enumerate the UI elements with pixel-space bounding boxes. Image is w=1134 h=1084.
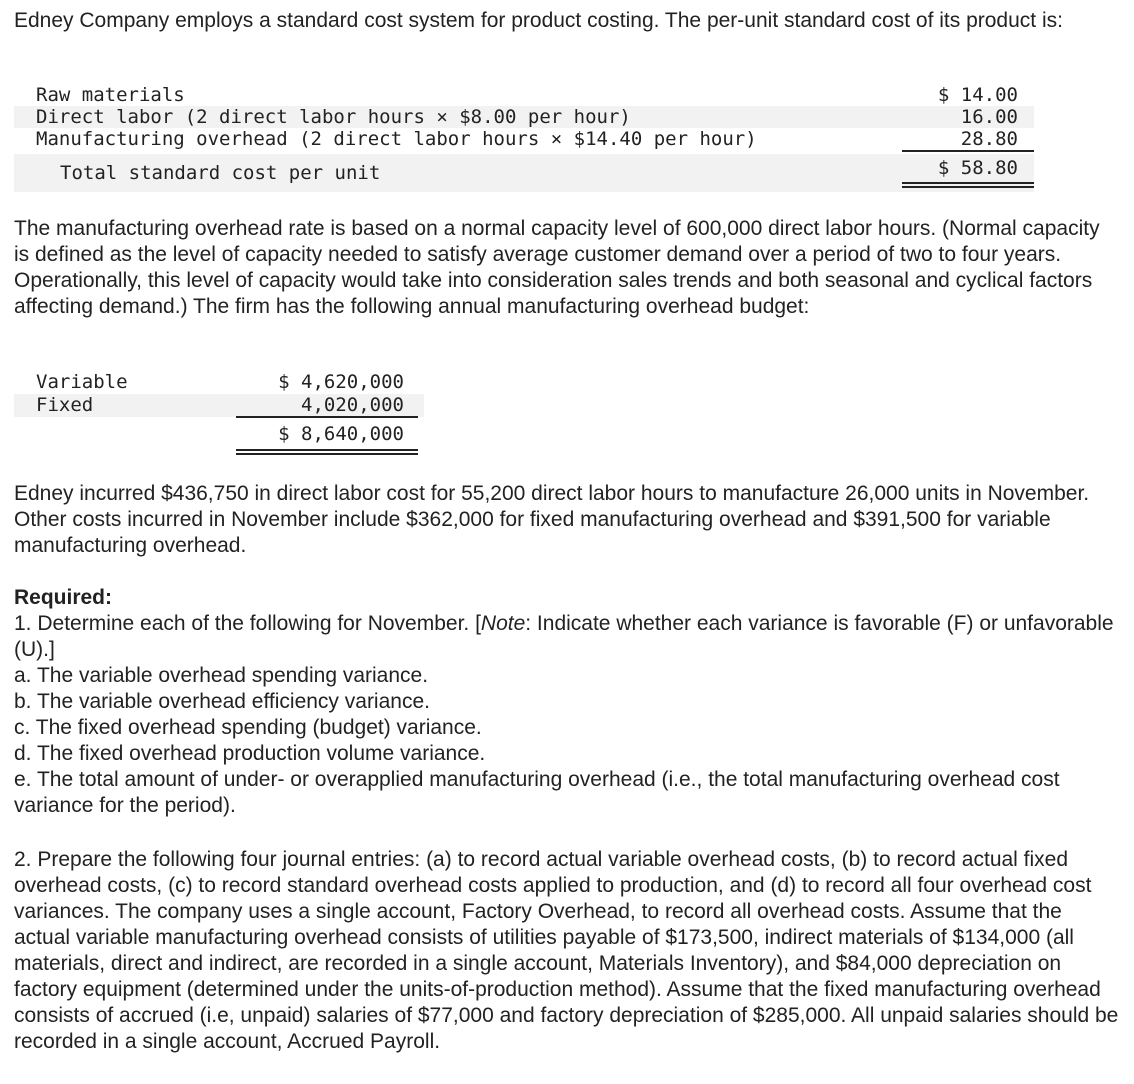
cost-total-row xyxy=(14,154,1034,192)
cost-value: 16.00 xyxy=(960,106,1018,128)
cost-row-manufacturing-overhead xyxy=(14,128,1034,150)
budget-label: Fixed xyxy=(36,394,94,416)
budget-row-fixed xyxy=(14,394,424,417)
cost-total-value: $ 58.80 xyxy=(937,157,1018,179)
capacity-paragraph: The manufacturing overhead rate is based on a normal capacity level of 600,000 direct labor hours. (Normal capacity is defined as the level of capacity needed to satisfy average customer demand over a period of two to four years. Operationally, this level of capacity would take into consideration sales trends and both seasonal and cyclical factors affecting demand.) The firm has the following annual manufacturing overhead budget: xyxy=(14,217,1100,318)
list-item-b: b. The variable overhead efficiency variance. xyxy=(14,690,430,713)
standard-cost-table xyxy=(14,84,1034,184)
question-1 xyxy=(14,611,1120,663)
list-item-c: c. The fixed overhead spending (budget) variance. xyxy=(14,716,482,739)
list-item-a: a. The variable overhead spending variance. xyxy=(14,664,429,687)
budget-row-total xyxy=(14,423,424,446)
budget-label: Variable xyxy=(36,371,128,393)
required-section xyxy=(14,585,1120,819)
question-1-suffix: : Indicate whether each variance is favorable (F) or unfavorable (U).] xyxy=(14,612,1114,661)
budget-row-variable xyxy=(14,371,424,394)
overhead-budget-table xyxy=(14,371,424,446)
cost-label: Raw materials xyxy=(36,84,185,106)
total-double-rule-top xyxy=(902,182,1034,184)
cost-value: $ 14.00 xyxy=(937,84,1018,106)
budget-value: 4,020,000 xyxy=(301,394,404,416)
list-item-e: e. The total amount of under- or overapplied manufacturing overhead (i.e., the total manufacturing overhead cost variance for the period). xyxy=(14,768,1060,817)
cost-row-raw-materials xyxy=(14,84,1034,106)
required-title: Required: xyxy=(14,586,113,609)
budget-double-rule-bottom xyxy=(236,453,418,455)
question-1-prefix: 1. Determine each of the following for November. [ xyxy=(14,612,481,635)
intro-paragraph: Edney Company employs a standard cost system for product costing. The per-unit standard cost of its product is: xyxy=(14,9,1063,32)
list-item-d: d. The fixed overhead production volume variance. xyxy=(14,742,486,765)
cost-total-label: Total standard cost per unit xyxy=(60,162,381,184)
budget-subtotal-rule xyxy=(236,416,418,418)
budget-value: $ 4,620,000 xyxy=(278,371,404,393)
question-2: 2. Prepare the following four journal entries: (a) to record actual variable overhead costs, (b) to record actual fixed overhead costs, (c) to record standard overhead costs applied to production, and (d) to record all four overhead cost variances. The company uses a single account, Factory Overhead, to record all overhead costs. Assume that the actual variable manufacturing overhead consists of utilities payable of $173,500, indirect materials of $134,000 (all materials, direct and indirect, are recorded in a single account, Materials Inventory), and $84,000 depreciation on factory equipment (determined under the units-of-production method). Assume that the fixed manufacturing overhead consists of accrued (i.e, unpaid) salaries of $77,000 and factory depreciation of $285,000. All unpaid salaries should be recorded in a single account, Accrued Payroll. xyxy=(14,848,1119,1053)
cost-value: 28.80 xyxy=(960,128,1018,150)
cost-label: Manufacturing overhead (2 direct labor hours × $14.40 per hour) xyxy=(36,128,757,150)
budget-total-value: $ 8,640,000 xyxy=(278,423,404,445)
incurred-paragraph: Edney incurred $436,750 in direct labor cost for 55,200 direct labor hours to manufacture 26,000 units in November. Other costs incurred in November include $362,000 for fixed manufacturing overhead and $391,500 for variable manufacturing overhead. xyxy=(14,482,1090,557)
subtotal-rule xyxy=(902,150,1034,152)
total-double-rule-bottom xyxy=(902,186,1034,188)
note-word: Note xyxy=(480,612,526,635)
cost-row-direct-labor xyxy=(14,106,1034,128)
cost-label: Direct labor (2 direct labor hours × $8.00 per hour) xyxy=(36,106,631,128)
budget-double-rule-top xyxy=(236,449,418,451)
